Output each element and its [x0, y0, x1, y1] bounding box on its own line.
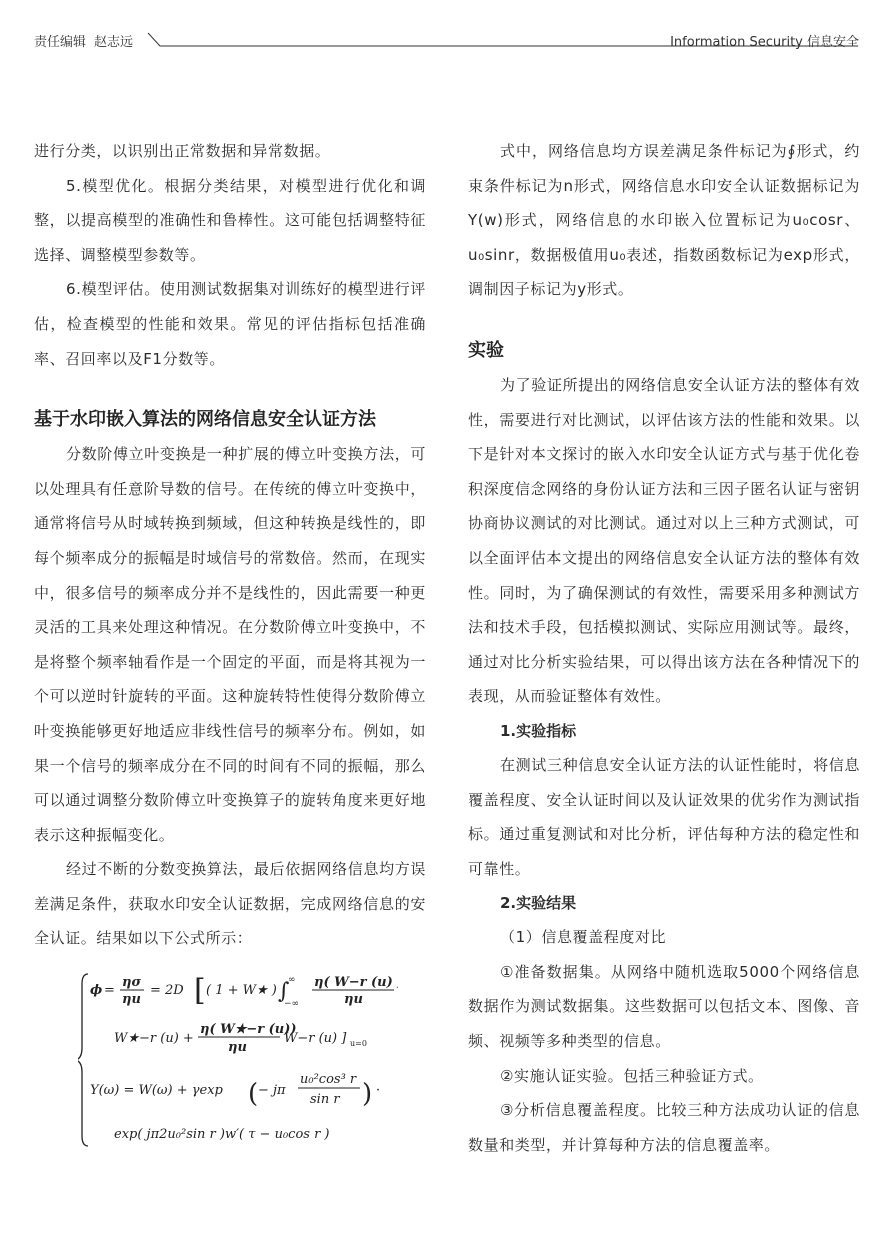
formula-line2-a: W★−r (u) + [114, 1031, 194, 1047]
formula-eq: = [104, 983, 115, 999]
paragraph: 6.模型评估。使用测试数据集对训练好的模型进行评估，检查模型的性能和效果。常见的评估指标包括准确率、召回率以及F1分数等。 [34, 280, 426, 368]
formula-int-lower: −∞ [284, 999, 300, 1010]
formula-paren: ( 1 + W★ ) [206, 983, 277, 999]
editor-name: 赵志远 [94, 35, 134, 50]
formula-frac4-den: sin r [310, 1092, 340, 1108]
formula-bracket-open: [ [194, 973, 206, 1009]
formula-paren-open: ( [248, 1079, 259, 1110]
paragraph: 5.模型优化。根据分类结果，对模型进行优化和调整，以提高模型的准确性和鲁棒性。这可能包括调整特征选择、调整模型参数等。 [34, 176, 426, 264]
formula-integral: ∫ [278, 979, 290, 1005]
formula-frac2-num: η( W−r (u) ) [314, 975, 398, 991]
formula-int-upper: ∞ [288, 975, 296, 986]
formula-minus-jpi: − jπ [258, 1083, 286, 1099]
paragraph: ①准备数据集。从网络中随机选取5000个网络信息数据作为测试数据集。这些数据可以包括文本、图像、音频、视频等多种类型的信息。 [468, 962, 860, 1051]
paragraph: 分数阶傅立叶变换是一种扩展的傅立叶变换方法，可以处理具有任意阶导数的信号。在传统的傅立叶变换中，通常将信号从时域转换到频域，但这种转换是线性的，即每个频率成分的振幅是时域信号的常数倍。然而，在现实中，很多信号的频率成分并不是线性的，因此需要一种更灵活的工具来处理这种情况。在分数阶傅立叶变换中，不是将整个频率轴看作是一个固定的平面，而是将其视为一个可以逆时针旋转的平面。这种旋转特性使得分数阶傅立叶变换能够更好地适应非线性信号的频率分布。例如，如果一个信号的频率成分在不同的时间有不同的振幅，那么可以通过调整分数阶傅立叶变换算子的旋转角度来更好地表示这种振幅变化。 [34, 445, 426, 844]
formula-frac1-den: ηu [122, 992, 141, 1008]
paragraph: 进行分类，以识别出正常数据和异常数据。 [34, 142, 331, 160]
formula-block [78, 970, 398, 1150]
paragraph: ③分析信息覆盖程度。比较三种方法成功认证的信息数量和类型，并计算每种方法的信息覆盖率。 [468, 1101, 860, 1154]
paragraph: ②实施认证实验。包括三种验证方式。 [500, 1066, 764, 1085]
header-rule [0, 0, 889, 60]
formula-phi: ϕ [90, 983, 103, 999]
subsection-heading: 1.实验指标 [500, 721, 577, 740]
formula-line4: exp( jπ2u₀²sin r )w′( τ − u₀cos r ) [114, 1127, 330, 1143]
formula-line3-lhs: Y(ω) = W(ω) + γexp [90, 1083, 223, 1099]
formula-line2-sub: u=0 [350, 1039, 367, 1049]
formula-frac4-num: u₀²cos³ r [300, 1072, 357, 1088]
paragraph: （1）信息覆盖程度对比 [500, 928, 667, 947]
formula-frac2-den: ηu [344, 992, 363, 1008]
subsection-heading: 2.实验结果 [500, 894, 577, 913]
formula-frac3-num: η( W★−r (u)) [200, 1022, 297, 1038]
formula-paren-close: ) [362, 1079, 373, 1110]
left-column [34, 134, 426, 1154]
formula-2d: = 2D [150, 983, 184, 999]
section-heading: 实验 [468, 339, 504, 361]
right-column [468, 134, 860, 1162]
paragraph: 式中，网络信息均方误差满足条件标记为∮形式，约束条件标记为n形式，网络信息水印安全认证数据标记为Y(w)形式，网络信息的水印嵌入位置标记为u₀cosr、u₀sinr，数据极值用u₀表述，指数函数标记为exp形式，调制因子标记为y形式。 [468, 142, 860, 299]
formula-line2-b: W−r (u) ] [284, 1031, 347, 1047]
running-header-left [34, 31, 133, 50]
paragraph: 在测试三种信息安全认证方法的认证性能时，将信息覆盖程度、安全认证时间以及认证效果的优劣作为测试指标。通过重复测试和对比分析，评估每种方法的稳定性和可靠性。 [468, 755, 860, 878]
section-heading: 基于水印嵌入算法的网络信息安全认证方法 [34, 409, 376, 431]
formula-dot: · [376, 1083, 381, 1099]
formula-frac3-den: ηu [228, 1040, 247, 1056]
paragraph: 为了验证所提出的网络信息安全认证方法的整体有效性，需要进行对比测试，以评估该方法的性能和效果。以下是针对本文探讨的嵌入水印安全认证方式与基于优化卷积深度信念网络的身份认证方法和三因子匿名认证与密钥协商协议测试的对比测试。通过对以上三种方式测试，可以全面评估本文提出的网络信息安全认证方法的整体有效性。同时，为了确保测试的有效性，需要采用多种测试方法和技术手段，包括模拟测试、实际应用测试等。最终，通过对比分析实验结果，可以得出该方法在各种情况下的表现，从而验证整体有效性。 [468, 375, 860, 706]
running-header-right: Information Security 信息安全 [670, 35, 859, 50]
formula-frac1-num: ησ [122, 975, 142, 991]
editor-label: 责任编辑 [34, 35, 87, 50]
paragraph: 经过不断的分数变换算法，最后依据网络信息均方误差满足条件，获取水印安全认证数据，完成网络信息的安全认证。结果如以下公式所示： [34, 860, 426, 948]
